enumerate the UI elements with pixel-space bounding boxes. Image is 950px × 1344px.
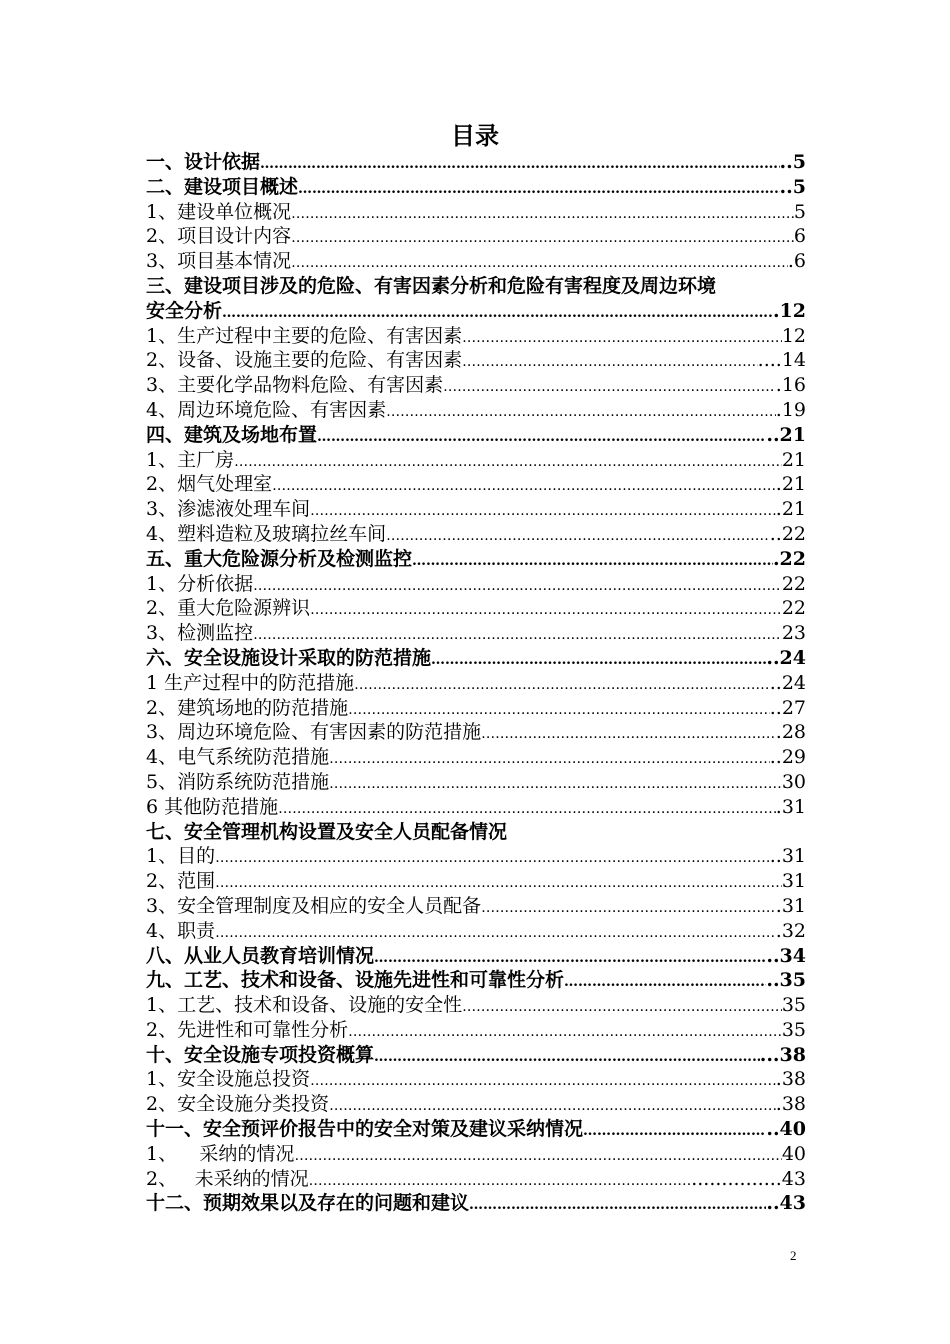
toc-entry-page: 5	[793, 200, 806, 223]
toc-leader-dots	[260, 150, 780, 177]
toc-entry-title-text: 未采纳的情况	[194, 1167, 309, 1190]
toc-entry-title: 3、安全管理制度及相应的安全人员配备	[146, 894, 482, 917]
toc-entry-title: 1、主厂房	[146, 448, 235, 471]
toc-leader-dots	[234, 448, 782, 475]
toc-leader-dots	[329, 770, 782, 797]
toc-entry-page: ..5	[779, 175, 806, 198]
toc-entry-page: 23	[781, 622, 806, 645]
toc-entry-page: .12	[772, 299, 806, 322]
toc-entry-title: 五、重大危险源分析及检测监控	[146, 547, 413, 570]
toc-entry[interactable]	[146, 1142, 806, 1167]
toc-entry[interactable]	[146, 894, 806, 919]
toc-entry-title: 2、设备、设施主要的危险、有害因素	[146, 349, 463, 372]
toc-leader-dots	[374, 944, 766, 971]
toc-leader-dots	[462, 324, 782, 351]
toc-entry-title: 2、先进性和可靠性分析	[146, 1018, 349, 1041]
toc-entry-title: 2、	[146, 1167, 178, 1190]
toc-entry-page: .38	[775, 1093, 806, 1116]
toc-entry-page: ...38	[759, 1043, 806, 1066]
toc-entry-title: 1 生产过程中的防范措施	[146, 671, 355, 694]
toc-entry-page: ..27	[769, 696, 806, 719]
toc-entry[interactable]	[146, 844, 806, 869]
toc-leader-dots	[348, 696, 770, 723]
toc-leader-dots	[298, 175, 780, 202]
toc-entry[interactable]	[146, 919, 806, 944]
toc-leader-dots	[215, 844, 770, 871]
toc-entry-page: ..40	[766, 1118, 806, 1141]
toc-entry[interactable]	[146, 1117, 806, 1142]
toc-leader-dots	[412, 547, 773, 574]
toc-leader-dots	[253, 621, 782, 648]
toc-leader-dots	[310, 497, 776, 524]
toc-leader-dots	[329, 745, 770, 772]
toc-leader-dots	[309, 1167, 692, 1194]
toc-entry-page: ..21	[766, 423, 806, 446]
toc-entry[interactable]	[146, 621, 806, 646]
toc-entry[interactable]	[146, 150, 806, 175]
toc-leader-dots	[317, 423, 766, 450]
toc-entry-page: ..24	[766, 646, 806, 669]
toc-entry[interactable]	[146, 324, 806, 349]
toc-entry[interactable]	[146, 770, 806, 795]
toc-leader-dots	[222, 299, 773, 326]
toc-entry[interactable]	[146, 448, 806, 473]
toc-leader-dots	[291, 200, 794, 227]
toc-entry-title: 1、生产过程中主要的危险、有害因素	[146, 324, 463, 347]
toc-entry[interactable]	[146, 1167, 806, 1192]
toc-leader-dots	[462, 348, 758, 375]
toc-entry-title: 1、目的	[146, 845, 216, 868]
toc-entry[interactable]	[146, 472, 806, 497]
toc-leader-dots	[374, 1043, 760, 1070]
toc-entry[interactable]	[146, 944, 806, 969]
toc-entry-title: 2、建筑场地的防范措施	[146, 696, 349, 719]
toc-leader-dots	[291, 224, 794, 251]
toc-leader-dots	[481, 720, 776, 747]
toc-leader-dots	[386, 398, 776, 425]
toc-entry[interactable]	[146, 1043, 806, 1068]
toc-entry-title: 1、	[146, 1142, 178, 1165]
toc-entry[interactable]	[146, 820, 806, 845]
toc-entry-page: ..24	[769, 671, 806, 694]
toc-leader-dots	[215, 919, 776, 946]
toc-entry-page: .19	[775, 398, 806, 421]
toc-entry-title: 六、安全设施设计采取的防范措施	[146, 646, 432, 669]
toc-leader-dots	[310, 596, 782, 623]
toc-entry-title: 七、安全管理机构设置及安全人员配备情况	[146, 820, 508, 843]
toc-entry-title: 1、建设单位概况	[146, 200, 292, 223]
toc-leader-dots	[481, 894, 776, 921]
toc-entry-page: 40	[781, 1142, 806, 1165]
toc-entry[interactable]	[146, 745, 806, 770]
toc-entry-title: 1、分析依据	[146, 572, 254, 595]
toc-leader-dots	[310, 1067, 776, 1094]
toc-entry[interactable]	[146, 373, 806, 398]
toc-entry[interactable]	[146, 671, 806, 696]
toc-entry[interactable]	[146, 720, 806, 745]
toc-entry-page: 12	[781, 324, 806, 347]
toc-entry-title: 2、范围	[146, 870, 216, 893]
toc-leader-dots	[564, 968, 766, 995]
toc-entry-page: ...............43	[691, 1167, 806, 1190]
toc-entry[interactable]	[146, 497, 806, 522]
toc-entry-page: ..29	[769, 746, 806, 769]
toc-entry-page: 22	[781, 572, 806, 595]
toc-entry-title: 十、安全设施专项投资概算	[146, 1043, 375, 1066]
toc-leader-dots	[348, 1018, 782, 1045]
toc-entry-page: 35	[781, 1018, 806, 1041]
toc-title: 目录	[451, 121, 499, 150]
toc-entry[interactable]	[146, 968, 806, 993]
toc-entry[interactable]	[146, 596, 806, 621]
toc-leader-dots	[462, 993, 782, 1020]
toc-entry-page: ..31	[769, 845, 806, 868]
toc-entry-page: 31	[781, 870, 806, 893]
toc-leader-dots	[278, 795, 776, 822]
toc-leader-dots	[583, 1117, 766, 1144]
toc-entry[interactable]	[146, 423, 806, 448]
toc-entry-title: 十二、预期效果以及存在的问题和建议	[146, 1192, 470, 1215]
toc-entry-page: ..35	[766, 969, 806, 992]
toc-entry-title: 二、建设项目概述	[146, 175, 299, 198]
toc-leader-dots	[386, 522, 770, 549]
toc-leader-dots	[329, 1092, 776, 1119]
toc-entry[interactable]	[146, 522, 806, 547]
toc-entry[interactable]	[146, 993, 806, 1018]
toc-entry-page: 21	[781, 448, 806, 471]
toc-entry-page: .6	[787, 250, 806, 273]
toc-entry[interactable]	[146, 1191, 806, 1216]
toc-entry-page: ..43	[766, 1192, 806, 1215]
toc-entry[interactable]	[146, 348, 806, 373]
toc-entry-title: 3、项目基本情况	[146, 250, 292, 273]
toc-entry-page: .31	[775, 894, 806, 917]
toc-entry-page: 35	[781, 994, 806, 1017]
toc-entry-title: 3、周边环境危险、有害因素的防范措施	[146, 721, 482, 744]
toc-entry-page: ..22	[769, 522, 806, 545]
toc-entry-title: 6 其他防范措施	[146, 795, 279, 818]
toc-leader-dots	[272, 472, 776, 499]
toc-entry-title: 2、烟气处理室	[146, 473, 273, 496]
toc-entry-title: 3、渗滤液处理车间	[146, 498, 311, 521]
toc-entry[interactable]	[146, 1067, 806, 1092]
toc-leader-dots	[253, 572, 782, 599]
toc-entry[interactable]	[146, 696, 806, 721]
toc-entry-page: .21	[775, 473, 806, 496]
toc-entry[interactable]	[146, 869, 806, 894]
toc-entry-title: 3、主要化学品物料危险、有害因素	[146, 374, 444, 397]
toc-entry[interactable]	[146, 795, 806, 820]
toc-entry-title: 十一、安全预评价报告中的安全对策及建议采纳情况	[146, 1118, 584, 1141]
toc-entry-page: ..34	[766, 944, 806, 967]
toc-entry-title: 4、塑料造粒及玻璃拉丝车间	[146, 522, 387, 545]
toc-entry[interactable]	[146, 200, 806, 225]
table-of-contents	[146, 150, 806, 1216]
toc-entry-title: 八、从业人员教育培训情况	[146, 944, 375, 967]
toc-entry-title: 1、安全设施总投资	[146, 1068, 311, 1091]
toc-leader-dots	[354, 671, 770, 698]
toc-entry[interactable]	[146, 1018, 806, 1043]
page-number: 2	[790, 1248, 797, 1263]
toc-leader-dots	[215, 869, 782, 896]
toc-leader-dots	[469, 1191, 766, 1218]
toc-entry[interactable]	[146, 299, 806, 324]
toc-entry-page: .31	[775, 795, 806, 818]
toc-leader-dots	[294, 1142, 781, 1169]
toc-entry-page: .38	[775, 1068, 806, 1091]
toc-entry[interactable]	[146, 547, 806, 572]
toc-entry-page: ..5	[779, 151, 806, 173]
toc-entry-title: 三、建设项目涉及的危险、有害因素分析和危险有害程度及周边环境	[146, 274, 717, 297]
toc-entry-title: 2、重大危险源辨识	[146, 597, 311, 620]
toc-entry-page: 6	[793, 225, 806, 248]
toc-entry-title: 安全分析	[146, 299, 223, 322]
toc-leader-dots	[291, 249, 788, 276]
toc-entry-title: 1、工艺、技术和设备、设施的安全性	[146, 994, 463, 1017]
toc-entry-page: ....14	[757, 349, 806, 372]
toc-leader-dots	[431, 646, 766, 673]
toc-entry[interactable]	[146, 646, 806, 671]
toc-entry-title: 3、检测监控	[146, 622, 254, 645]
toc-entry-title: 4、电气系统防范措施	[146, 746, 330, 769]
toc-entry-title: 2、项目设计内容	[146, 225, 292, 248]
toc-entry[interactable]	[146, 175, 806, 200]
toc-entry[interactable]	[146, 398, 806, 423]
toc-entry-title: 4、周边环境危险、有害因素	[146, 398, 387, 421]
toc-entry-page: 22	[781, 597, 806, 620]
toc-entry-page: .32	[775, 919, 806, 942]
toc-entry-page: 30	[781, 770, 806, 793]
toc-entry-page: .21	[775, 498, 806, 521]
toc-leader-dots	[443, 373, 776, 400]
toc-entry[interactable]	[146, 572, 806, 597]
toc-entry-title: 一、设计依据	[146, 151, 261, 173]
toc-entry-page: .28	[775, 721, 806, 744]
toc-entry-title: 九、工艺、技术和设备、设施先进性和可靠性分析	[146, 969, 565, 992]
toc-entry[interactable]	[146, 224, 806, 249]
toc-entry-title: 2、安全设施分类投资	[146, 1093, 330, 1116]
toc-entry[interactable]	[146, 249, 806, 274]
toc-entry-page: .22	[772, 547, 806, 570]
toc-entry[interactable]	[146, 274, 806, 299]
toc-entry-page: .16	[775, 374, 806, 397]
toc-entry-title-text: 采纳的情况	[199, 1142, 295, 1165]
toc-entry-title: 5、消防系统防范措施	[146, 770, 330, 793]
toc-entry-title: 4、职责	[146, 919, 216, 942]
toc-entry-title: 四、建筑及场地布置	[146, 423, 318, 446]
toc-entry[interactable]	[146, 1092, 806, 1117]
